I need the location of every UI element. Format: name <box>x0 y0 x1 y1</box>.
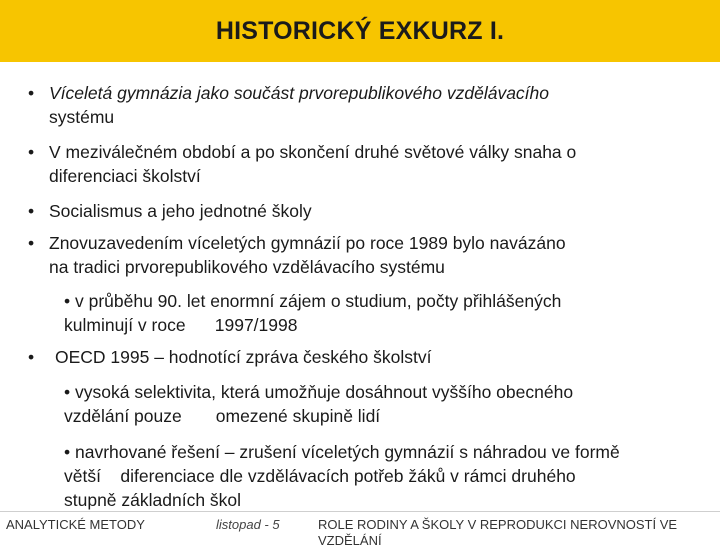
sub-bullet-text-line: vzdělání pouze omezené skupině lidí <box>64 406 381 426</box>
bullet-text-line: diferenciaci školství <box>49 166 201 186</box>
sub-bullet-text-line: • vysoká selektivita, která umožňuje dosáhnout vyššího obecného <box>64 382 574 402</box>
bullet-text-line: V meziválečném období a po skončení druhé světové války snaha o <box>49 142 577 162</box>
bullet-text-line: systému <box>49 107 115 127</box>
bullet-icon: • <box>28 83 35 103</box>
bullet-text-line: na tradici prvorepublikového vzdělávacího systému <box>49 257 445 277</box>
bullet-text-line: Socialismus a jeho jednotné školy <box>49 201 312 221</box>
bullet-text-line: OECD 1995 – hodnotící zpráva českého školství <box>55 347 432 367</box>
slide-title: HISTORICKÝ EXKURZ I. <box>215 16 505 45</box>
footer-date-page: listopad - 5 <box>216 517 280 532</box>
sub-bullet-text-line: stupně základních škol <box>64 490 242 510</box>
bullet-item <box>28 231 708 279</box>
footer-course-name: ANALYTICKÉ METODY <box>6 517 145 532</box>
bullet-item <box>28 199 708 223</box>
sub-bullet-text-line: kulminují v roce 1997/1998 <box>64 315 298 335</box>
footer-divider <box>0 511 720 512</box>
bullet-item <box>28 140 708 188</box>
sub-bullet-item <box>64 380 704 428</box>
sub-bullet-text-line: větší diferenciace dle vzdělávacích potřeb žáků v rámci druhého <box>64 466 576 486</box>
sub-bullet-item <box>64 440 714 512</box>
bullet-item <box>28 345 708 369</box>
bullet-icon: • <box>28 201 35 221</box>
title-bar <box>0 0 720 62</box>
sub-bullet-text-line: • v průběhu 90. let enormní zájem o studium, počty přihlášených <box>64 291 562 311</box>
bullet-text-line: Znovuzavedením víceletých gymnázií po roce 1989 bylo navázáno <box>49 233 566 253</box>
sub-bullet-text-line: • navrhované řešení – zrušení víceletých gymnázií s náhradou ve formě <box>64 442 620 462</box>
bullet-item <box>28 81 708 129</box>
bullet-icon: • <box>28 347 35 367</box>
bullet-icon: • <box>28 233 35 253</box>
bullet-text-line: Víceletá gymnázia jako součást prvorepublikového vzdělávacího <box>49 83 550 103</box>
footer-topic: ROLE RODINY A ŠKOLY V REPRODUKCI NEROVNOSTÍ VE VZDĚLÁNÍ <box>318 517 678 548</box>
footer <box>0 511 720 548</box>
bullet-icon: • <box>28 142 35 162</box>
sub-bullet-item <box>64 289 704 337</box>
